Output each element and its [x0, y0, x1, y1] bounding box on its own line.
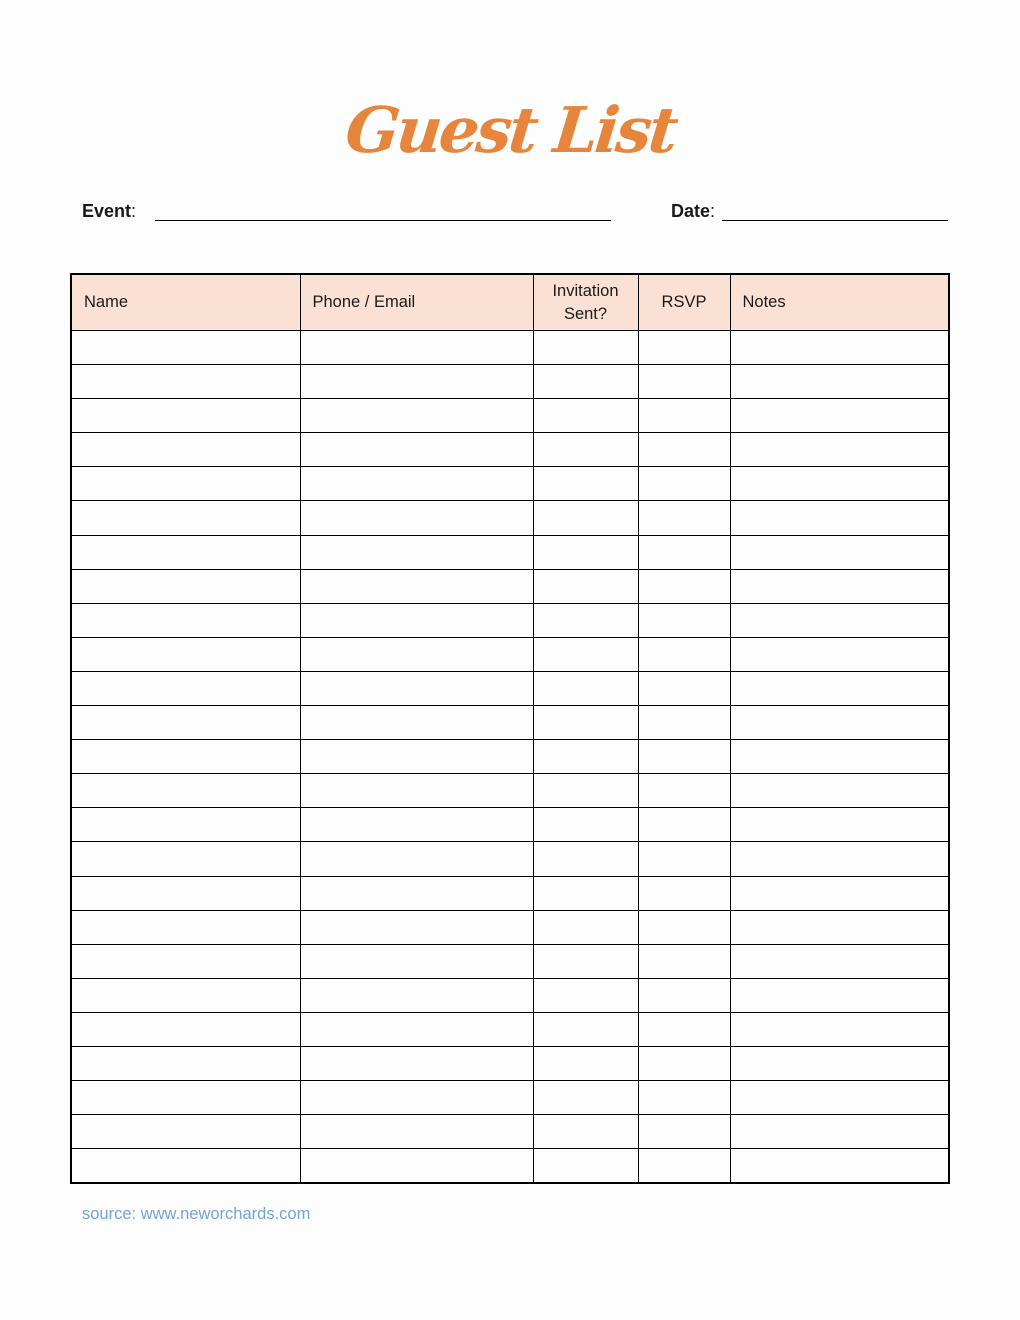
date-label-text: Date — [670, 201, 710, 221]
table-cell — [533, 399, 638, 433]
table-cell — [730, 433, 949, 467]
table-cell — [71, 706, 300, 740]
table-cell — [71, 1046, 300, 1080]
table-cell — [71, 808, 300, 842]
table-cell — [730, 569, 949, 603]
table-cell — [533, 467, 638, 501]
table-cell — [730, 1046, 949, 1080]
table-cell — [533, 1046, 638, 1080]
event-label — [82, 201, 136, 222]
table-cell — [71, 365, 300, 399]
table-cell — [638, 774, 730, 808]
table-cell — [533, 978, 638, 1012]
table-cell — [71, 944, 300, 978]
table-row — [71, 1046, 949, 1080]
table-cell — [300, 1081, 533, 1115]
table-cell — [300, 1149, 533, 1183]
table-row — [71, 944, 949, 978]
table-row — [71, 910, 949, 944]
table-cell — [638, 365, 730, 399]
table-cell — [533, 501, 638, 535]
table-cell — [730, 467, 949, 501]
table-cell — [300, 535, 533, 569]
table-row — [71, 365, 949, 399]
table-cell — [730, 774, 949, 808]
table-row — [71, 1115, 949, 1149]
table-row — [71, 535, 949, 569]
table-cell — [300, 331, 533, 365]
table-cell — [300, 944, 533, 978]
table-cell — [300, 876, 533, 910]
table-cell — [638, 535, 730, 569]
table-row — [71, 331, 949, 365]
table-cell — [638, 978, 730, 1012]
table-row — [71, 808, 949, 842]
event-fill-in-line — [155, 219, 611, 221]
table-row — [71, 1012, 949, 1046]
table-cell — [71, 978, 300, 1012]
table-cell — [300, 637, 533, 671]
table-cell — [638, 671, 730, 705]
table-cell — [730, 978, 949, 1012]
table-cell — [638, 433, 730, 467]
table-cell — [71, 399, 300, 433]
table-cell — [533, 740, 638, 774]
table-cell — [300, 910, 533, 944]
table-cell — [300, 1012, 533, 1046]
table-row — [71, 740, 949, 774]
table-cell — [533, 876, 638, 910]
table-cell — [71, 1012, 300, 1046]
table-cell — [730, 399, 949, 433]
table-cell — [300, 740, 533, 774]
table-cell — [71, 1149, 300, 1183]
event-date-row — [0, 192, 1020, 222]
table-row — [71, 774, 949, 808]
table-cell — [533, 774, 638, 808]
source-link[interactable]: source: www.neworchards.com — [82, 1204, 311, 1223]
table-cell — [638, 331, 730, 365]
event-label-colon: : — [131, 201, 137, 221]
table-cell — [638, 1115, 730, 1149]
table-cell — [730, 671, 949, 705]
table-cell — [533, 671, 638, 705]
table-cell — [71, 433, 300, 467]
date-fill-in-line — [722, 219, 948, 221]
table-cell — [533, 944, 638, 978]
table-cell — [638, 569, 730, 603]
table-cell — [533, 603, 638, 637]
table-cell — [730, 944, 949, 978]
table-cell — [730, 1081, 949, 1115]
table-cell — [71, 569, 300, 603]
table-cell — [638, 501, 730, 535]
guest-table-container — [70, 273, 1020, 1184]
table-row — [71, 842, 949, 876]
guest-table-header — [71, 274, 949, 331]
table-cell — [730, 331, 949, 365]
table-cell — [730, 1012, 949, 1046]
table-row — [71, 399, 949, 433]
table-cell — [533, 1081, 638, 1115]
table-cell — [300, 467, 533, 501]
table-cell — [71, 910, 300, 944]
table-row — [71, 637, 949, 671]
table-cell — [730, 842, 949, 876]
table-cell — [300, 978, 533, 1012]
table-cell — [730, 876, 949, 910]
table-cell — [638, 808, 730, 842]
table-cell — [533, 637, 638, 671]
table-cell — [71, 842, 300, 876]
table-cell — [71, 774, 300, 808]
table-cell — [300, 399, 533, 433]
table-cell — [300, 433, 533, 467]
table-cell — [300, 501, 533, 535]
table-cell — [300, 671, 533, 705]
table-cell — [638, 1012, 730, 1046]
table-row — [71, 978, 949, 1012]
column-header-name: Name — [71, 274, 300, 331]
table-cell — [533, 1149, 638, 1183]
table-cell — [638, 876, 730, 910]
table-cell — [638, 944, 730, 978]
table-cell — [533, 808, 638, 842]
table-row — [71, 671, 949, 705]
table-cell — [638, 467, 730, 501]
table-cell — [71, 1081, 300, 1115]
table-row — [71, 501, 949, 535]
table-cell — [71, 467, 300, 501]
table-cell — [300, 569, 533, 603]
table-cell — [730, 1149, 949, 1183]
event-label-text: Event — [82, 201, 132, 221]
table-cell — [71, 535, 300, 569]
table-cell — [300, 842, 533, 876]
table-row — [71, 876, 949, 910]
table-cell — [71, 603, 300, 637]
table-cell — [533, 535, 638, 569]
table-cell — [638, 706, 730, 740]
header-row — [71, 274, 949, 331]
column-header-invitation-sent: Invitation Sent? — [533, 274, 638, 331]
table-cell — [730, 365, 949, 399]
table-cell — [730, 706, 949, 740]
table-cell — [71, 876, 300, 910]
table-cell — [300, 774, 533, 808]
page-title — [0, 86, 1020, 176]
table-cell — [730, 910, 949, 944]
table-cell — [71, 740, 300, 774]
table-cell — [533, 842, 638, 876]
table-cell — [300, 603, 533, 637]
table-cell — [300, 365, 533, 399]
table-cell — [638, 399, 730, 433]
table-cell — [71, 671, 300, 705]
table-cell — [533, 1115, 638, 1149]
date-label — [671, 201, 715, 222]
table-cell — [638, 1046, 730, 1080]
table-cell — [533, 1012, 638, 1046]
table-cell — [300, 1115, 533, 1149]
table-cell — [730, 637, 949, 671]
table-cell — [730, 501, 949, 535]
table-cell — [300, 808, 533, 842]
table-cell — [300, 706, 533, 740]
table-cell — [638, 740, 730, 774]
table-cell — [638, 1081, 730, 1115]
column-header-phone-email: Phone / Email — [300, 274, 533, 331]
table-cell — [533, 365, 638, 399]
table-cell — [533, 910, 638, 944]
table-cell — [730, 603, 949, 637]
table-cell — [730, 808, 949, 842]
table-cell — [71, 1115, 300, 1149]
table-cell — [638, 842, 730, 876]
table-cell — [533, 706, 638, 740]
table-cell — [300, 1046, 533, 1080]
table-row — [71, 467, 949, 501]
table-cell — [533, 331, 638, 365]
table-cell — [638, 1149, 730, 1183]
table-cell — [533, 569, 638, 603]
table-row — [71, 603, 949, 637]
table-row — [71, 1149, 949, 1183]
column-header-rsvp: RSVP — [638, 274, 730, 331]
table-row — [71, 706, 949, 740]
table-cell — [71, 501, 300, 535]
table-row — [71, 433, 949, 467]
date-label-colon: : — [709, 201, 715, 221]
table-row — [71, 569, 949, 603]
guest-table — [70, 273, 950, 1184]
table-cell — [71, 331, 300, 365]
table-cell — [638, 637, 730, 671]
table-row — [71, 1081, 949, 1115]
column-header-notes: Notes — [730, 274, 949, 331]
table-cell — [71, 637, 300, 671]
table-cell — [638, 603, 730, 637]
table-cell — [730, 535, 949, 569]
table-cell — [533, 433, 638, 467]
guest-table-body — [71, 331, 949, 1183]
table-cell — [730, 1115, 949, 1149]
table-cell — [638, 910, 730, 944]
table-cell — [730, 740, 949, 774]
page-title-text: Guest List — [341, 93, 679, 167]
